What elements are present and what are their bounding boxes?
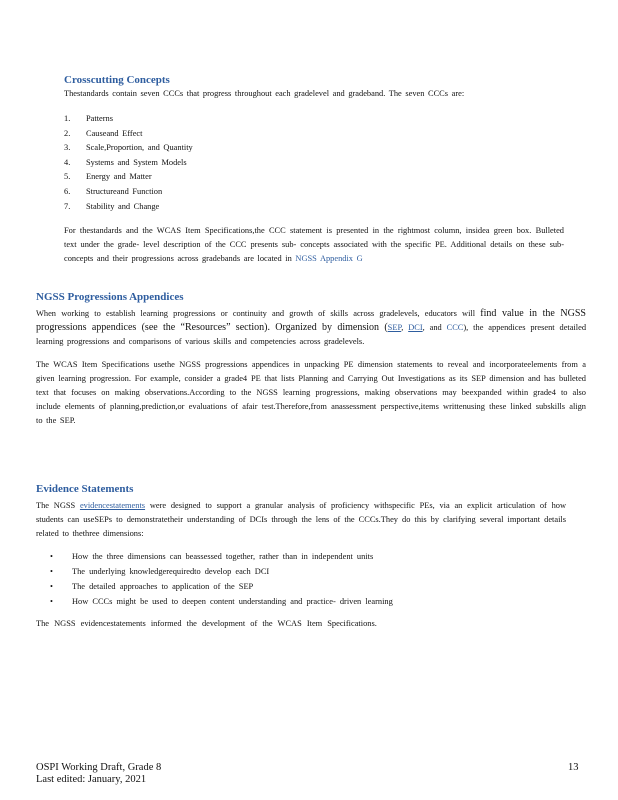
list-item: 2. Causeand Effect [64, 128, 143, 138]
crosscutting-heading: Crosscutting Concepts [64, 74, 170, 86]
evidence-closing: The NGSS evidencestatements informed the development of the WCAS Item Specifications. [36, 619, 377, 628]
crosscutting-section [64, 73, 574, 100]
progressions-paragraph-2: The WCAS Item Specifications usethe NGSS progressions appendices in unpacking PE dimension statements to reveal and incorporateelements from a given learning progression. For example, consider a grade4 PE that lists Planning and Carrying Out Investigations as its SEP dimension and has bulleted text that focuses on making observations.According to the NGSS learning progressions, making observations may beexpanded within grade4 to also include elements of planning,prediction,or evaluations of afair test.Therefore,from anassessment perspective,items writtenusing these linked subskills align to the SEP. [36, 360, 586, 425]
sep-link[interactable]: SEP [387, 323, 402, 332]
page-footer [36, 762, 161, 786]
crosscutting-intro: Thestandards contain seven CCCs that progress throughout each gradelevel and gradeband. The seven CCCs are: [64, 89, 465, 98]
list-item: 4. Systems and System Models [64, 157, 187, 167]
evidence-statements-link[interactable]: evidencestatements [79, 501, 146, 510]
evidence-bullets [50, 549, 570, 609]
progressions-heading: NGSS Progressions Appendices [36, 291, 184, 303]
list-item: 6. Structureand Function [64, 186, 163, 196]
list-item: • The underlying knowledgerequiredto develop each DCI [50, 567, 270, 576]
page-number: 13 [568, 762, 579, 773]
footer-last-edited: Last edited: January, 2021 [36, 774, 147, 785]
list-item: • How the three dimensions can beassessed together, rather than in independent units [50, 552, 374, 561]
crosscutting-paragraph: For thestandards and the WCAS Item Specifications,the CCC statement is presented in the rightmost column, insidea green box. Bulleted text under the grade- level description of the CCC presents sub- concepts associated with the specific PE. Additional details on these sub- concepts and their progressions across gradebands are located in NGSS Appendix G [64, 226, 564, 263]
list-item: 5. Energy and Matter [64, 172, 152, 182]
list-item: • The detailed approaches to application of the SEP [50, 582, 254, 591]
progressions-rest: ), the appendices present detailed learning progressions and comparisons of various skills and competencies across gradelevels. [36, 323, 587, 346]
ccc-list [64, 112, 364, 214]
list-item: 1. Patterns [64, 114, 113, 123]
list-item: 3. Scale,Proportion, and Quantity [64, 143, 193, 153]
evidence-section: Evidence Statements The NGSS evidencestatements were designed to support a granular analysis of proficiency withspecific PEs, via an explicit articulation of how students can useSEPs to demonstratetheir understanding of DCIs through the lens of the CCCs.They do this by clarifying several important details related to thethree dimensions: [36, 483, 566, 538]
footer-draft-label: OSPI Working Draft, Grade 8 [36, 762, 162, 773]
list-item: • How CCCs might be used to deepen content understanding and practice- driven learning [50, 597, 393, 606]
dci-link[interactable]: DCI [408, 323, 423, 332]
evidence-heading: Evidence Statements [36, 483, 134, 495]
progressions-line1: When working to establish learning progressions or continuity and growth of skills across gradelevels, educators will [36, 309, 476, 318]
ngss-appendix-g-link[interactable]: NGSS Appendix G [295, 254, 363, 263]
list-item: 7. Stability and Change [64, 201, 160, 211]
ccc-link[interactable]: CCC [446, 323, 464, 332]
progressions-section: NGSS Progressions Appendices When working to establish learning progressions or continuity and growth of skills across gradelevels, educators will find value in the NGSS progressions appendices (see the “Resources” section). Organized by dimension (SEP, DCI, and CCC), the appendices present detailed learning progressions and comparisons of various skills and competencies across gradelevels. The WCAS Item Specifications usethe NGSS progressions appendices in unpacking PE dimension statements to reveal and incorporateelements from a given learning progression. For example, consider a grade4 PE that lists Planning and Carrying Out Investigations as its SEP dimension and has bulleted text that focuses on making observations.According to the NGSS learning progressions, making observations may beexpanded within grade4 to also include elements of planning,prediction,or evaluations of afair test.Therefore,from anassessment perspective,items writtenusing these linked subskills align to the SEP. [36, 290, 586, 428]
progressions-line2: find value in the NGSS progressions appendices (see the “Resources” section). Organized by dimension ( [36, 308, 586, 333]
